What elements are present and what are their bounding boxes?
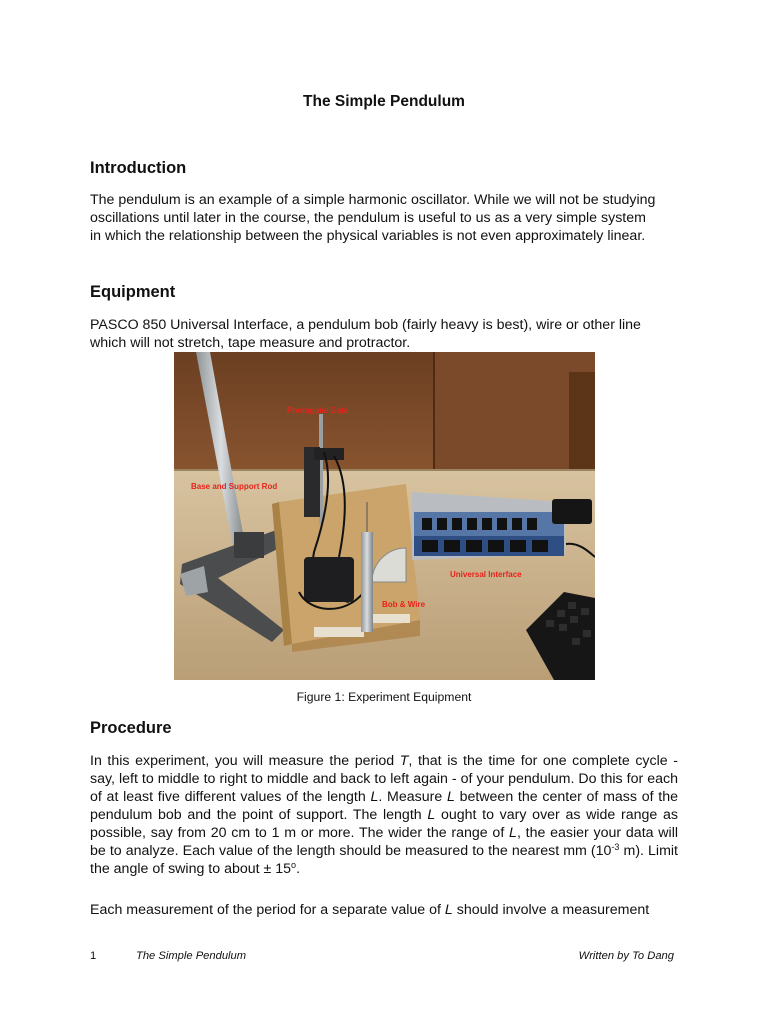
text-line: PASCO 850 Universal Interface, a pendulum bob (fairly heavy is best), wire or other line — [90, 317, 641, 333]
equipment-paragraph — [90, 316, 678, 352]
equipment-heading: Equipment — [90, 283, 176, 301]
footer-doc-title: The Simple Pendulum — [136, 950, 247, 962]
text-line: in which the relationship between the physical variables is not even approximately linear. — [90, 228, 646, 244]
label-photogate: Photogate/ Gate — [287, 406, 349, 415]
page-title: The Simple Pendulum — [303, 93, 465, 110]
page-number: 1 — [90, 950, 97, 962]
procedure-heading: Procedure — [90, 719, 172, 737]
introduction-heading: Introduction — [90, 159, 187, 177]
procedure-paragraph: In this experiment, you will measure the period T, that is the time for one complete cycle - say, left to middle to right to middle and back to left again - of your pendulum. Do this for each of at least five different values of the length L. Measure L between the center of mass of the pendulum bob and the point of support. The length L ought to vary over as wide range as possible, say from 20 cm to 1 m or more. The wider the range of L, the easier your data will be to analyze. Each value of the length should be measured to the nearest mm ($10^{-3}$ m). Limit the angle of swing to about ± $15^o$. — [90, 753, 679, 877]
label-base: Base and Support Rod — [191, 482, 278, 491]
text-line: which will not stretch, tape measure and protractor. — [90, 335, 411, 351]
text-line: oscillations until later in the course, the pendulum is useful to us as a very simple system — [90, 210, 646, 226]
procedure-paragraph-2: Each measurement of the period for a separate value of L should involve a measurement — [90, 902, 650, 918]
figure-caption: Figure 1: Experiment Equipment — [296, 690, 472, 704]
introduction-paragraph — [90, 191, 678, 245]
text-line: The pendulum is an example of a simple harmonic oscillator. While we will not be studying — [90, 192, 656, 208]
label-interface: Universal Interface — [450, 570, 522, 579]
footer-author: Written by To Dang — [578, 950, 674, 962]
equipment-photo — [174, 352, 595, 680]
label-bob: Bob & Wire — [382, 600, 426, 609]
